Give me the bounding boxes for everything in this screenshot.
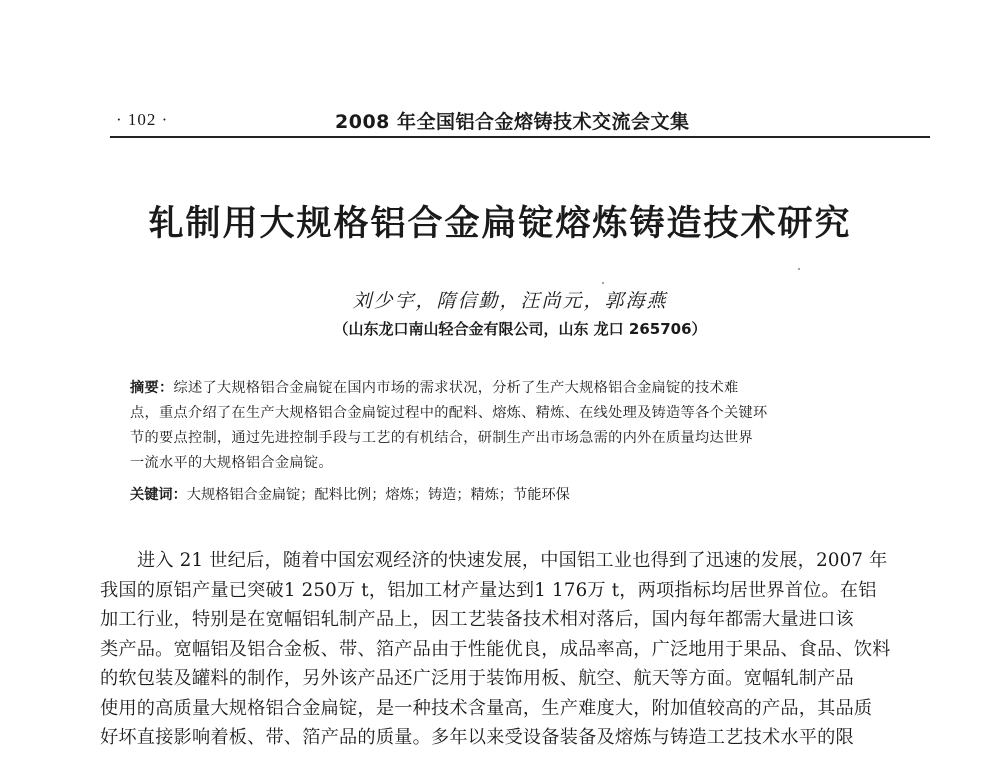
header-rule bbox=[110, 136, 930, 138]
author-list: 刘少宇，隋信勤，汪尚元，郭海燕 bbox=[352, 290, 668, 312]
abstract-line: 节的要点控制，通过先进控制手段与工艺的有机结合，研制生产出市场急需的内外在质量均达世界 bbox=[130, 430, 753, 446]
abstract bbox=[130, 376, 905, 476]
abstract-line: 点，重点介绍了在生产大规格铝合金扁锭过程中的配料、熔炼、精炼、在线处理及铸造等各个关键环 bbox=[130, 405, 768, 421]
body-line: 加工行业，特别是在宽幅铝轧制产品上，因工艺装备技术相对落后，国内每年都需大量进口该 bbox=[100, 609, 854, 630]
body-line: 进入 21 世纪后，随着中国宏观经济的快速发展，中国铝工业也得到了迅速的发展，2007 年 bbox=[137, 550, 888, 571]
keywords-text: 大规格铝合金扁锭；配料比例；熔炼；铸造；精炼；节能环保 bbox=[186, 487, 570, 503]
body-line: 使用的高质量大规格铝合金扁锭，是一种技术含量高，生产难度大，附加值较高的产品，其品质 bbox=[100, 697, 873, 719]
body-line: 好坏直接影响着板、带、箔产品的质量。多年以来受设备装备及熔炼与铸造工艺技术水平的限 bbox=[100, 727, 854, 748]
page-number: · 102 · bbox=[116, 110, 169, 129]
abstract-line: 一流水平的大规格铝合金扁锭。 bbox=[130, 455, 333, 471]
running-title: 2008 年全国铝合金熔铸技术交流会文集 bbox=[335, 111, 690, 133]
body-text bbox=[100, 546, 930, 753]
abstract-line bbox=[130, 376, 905, 401]
affiliation: （山东龙口南山轻合金有限公司，山东 龙口 265706） bbox=[333, 320, 707, 338]
scan-speck bbox=[602, 282, 604, 284]
body-line: 的软包装及罐料的制作，另外该产品还广泛用于装饰用板、航空、航天等方面。宽幅轧制产品 bbox=[100, 668, 854, 689]
keywords bbox=[130, 484, 905, 504]
abstract-label: 摘要： bbox=[130, 380, 174, 396]
abstract-text: 综述了大规格铝合金扁锭在国内市场的需求状况，分析了生产大规格铝合金扁锭的技术难 bbox=[173, 380, 739, 396]
paper-title: 轧制用大规格铝合金扁锭熔炼铸造技术研究 bbox=[148, 203, 852, 244]
scan-speck bbox=[798, 268, 800, 270]
page-header bbox=[110, 105, 930, 135]
body-line: 我国的原铝产量已突破1 250万 t，铝加工材产量达到1 176万 t，两项指标均居世界首位。在铝 bbox=[100, 579, 877, 601]
body-line: 类产品。宽幅铝及铝合金板、带、箔产品由于性能优良，成品率高，广泛地用于果品、食品、饮料 bbox=[100, 638, 891, 660]
keywords-label: 关键词： bbox=[130, 487, 187, 503]
